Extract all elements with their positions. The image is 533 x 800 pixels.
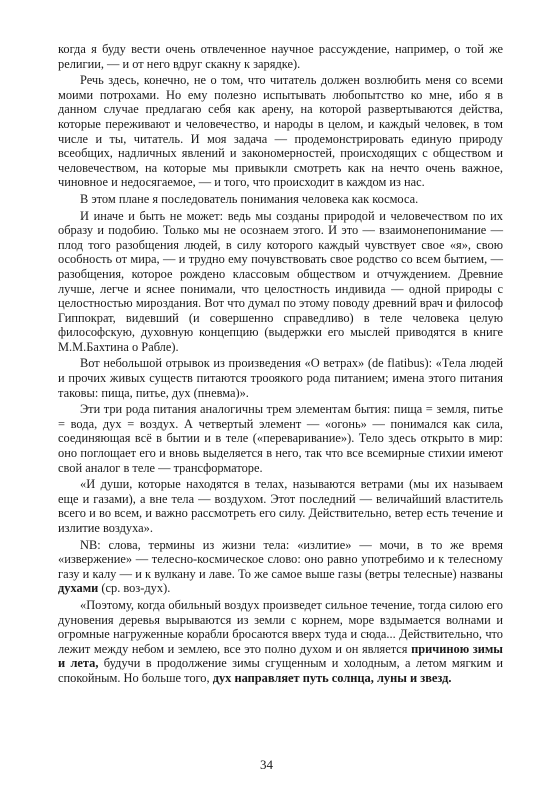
paragraph xyxy=(58,209,503,355)
paragraph xyxy=(58,477,503,535)
text-run: (ср. воз-дух). xyxy=(98,581,171,596)
text-run: Вот небольшой отрывок из произведения «О ветрах» (de flatibus): «Тела людей и прочих живых существ питаются трооякого рода питанием; имена этого питания таковы: пища, питье, дух (пневма)». xyxy=(58,356,503,400)
text-run: Речь здесь, конечно, не о том, что читатель должен возлюбить меня со всеми моими потрохами. Но ему полезно испытывать любопытство ко мне, ибо я в данном случае предлагаю себя как арену, на которой развертываются действа, которые переживают и человечество, и народы в целом, и каждый человек, в том числе и ты, читатель. И моя задача — продемонстрировать единую природу всеобщих, надличных явлений и закономерностей, происходящих с обществом и человечеством, на которые мы привыкли смотреть как на нечто очень важное, чиновное и недосягаемое, — и того, что происходит в каждом из нас. xyxy=(58,73,503,190)
text-run: NB: слова, термины из жизни тела: «излитие» — мочи, в то же время «извержение» — телесно-космическое слово: оно равно употребимо и к телесному газу и калу — и к вулкану и лаве. То же самое выше газы (ветры телесные) названы xyxy=(58,537,503,581)
paragraph xyxy=(58,538,503,596)
bold-text: дух направляет путь солнца, луны и звезд. xyxy=(212,670,452,685)
paragraph xyxy=(58,192,503,207)
text-run: И иначе и быть не может: ведь мы созданы природой и человечеством по их образу и подобию. Только мы не осознаем этого. И это — взаимонепонимание — плод того разобщения людей, в силу которого каждый чувствует свое «я», свою особность от мира, — и трудно ему почувствовать свое родство со всем бытием, — разобщения, которое рождено классовым обществом и отчуждением. Древние лучше, легче и яснее понимали, что целостность индивида — одной природы с целостностью мироздания. Вот что думал по этому поводу древний врач и философ Гиппократ, видевший (и совершенно справедливо) в теле человека целую философскую, духовную концепцию (выдержки его мыслей приводятся в книге М.М.Бахтина о Рабле). xyxy=(58,208,503,354)
text-run: «Поэтому, когда обильный воздух произведет сильное течение, тогда силою его дуновения деревья вырываются из земли с корнем, море вздымается волнами и огромные нагруженные корабли бросаются вверх туда и сюда... Действительно, что лежит между небом и землею, все это полно духом и он является xyxy=(58,597,503,656)
text-run: будучи в продолжение зимы сгущенным и холодным, а летом мягким и спокойным. Но больше того, xyxy=(58,656,504,685)
text-run: Эти три рода питания аналогичны трем элементам бытия: пища = земля, питье = вода, дух = воздух. А четвертый элемент — «огонь» — понимался как сила, соединяющая всё в бытии и в теле («переваривание»). Тело здесь открыто в мир: оно поглощает его и вновь выделяется в него, так что все всемирные стихии имеют свой аналог в теле — трансформаторе. xyxy=(58,402,503,475)
paragraph xyxy=(58,598,503,686)
bold-text: причиною зимы и лета, xyxy=(58,641,503,671)
page-number: 34 xyxy=(260,757,273,772)
paragraph xyxy=(58,42,503,71)
paragraph xyxy=(58,402,503,475)
body-text xyxy=(58,42,503,688)
paragraph xyxy=(58,356,503,400)
text-run: «И души, которые находятся в телах, называются ветрами (мы их называем еще и газами), а вне тела — воздухом. Этот последний — величайший властитель всего и во всем, и важно рассмотреть его силу. Действительно, ветер есть течение и излитие воздуха». xyxy=(58,477,503,535)
text-run: когда я буду вести очень отвлеченное научное рассуждение, например, о той же религии, — и от него вдруг скакну к зарядке). xyxy=(58,42,503,71)
text-run: В этом плане я последователь понимания человека как космоса. xyxy=(80,191,419,206)
bold-text: духами xyxy=(58,581,99,596)
paragraph xyxy=(58,73,503,190)
